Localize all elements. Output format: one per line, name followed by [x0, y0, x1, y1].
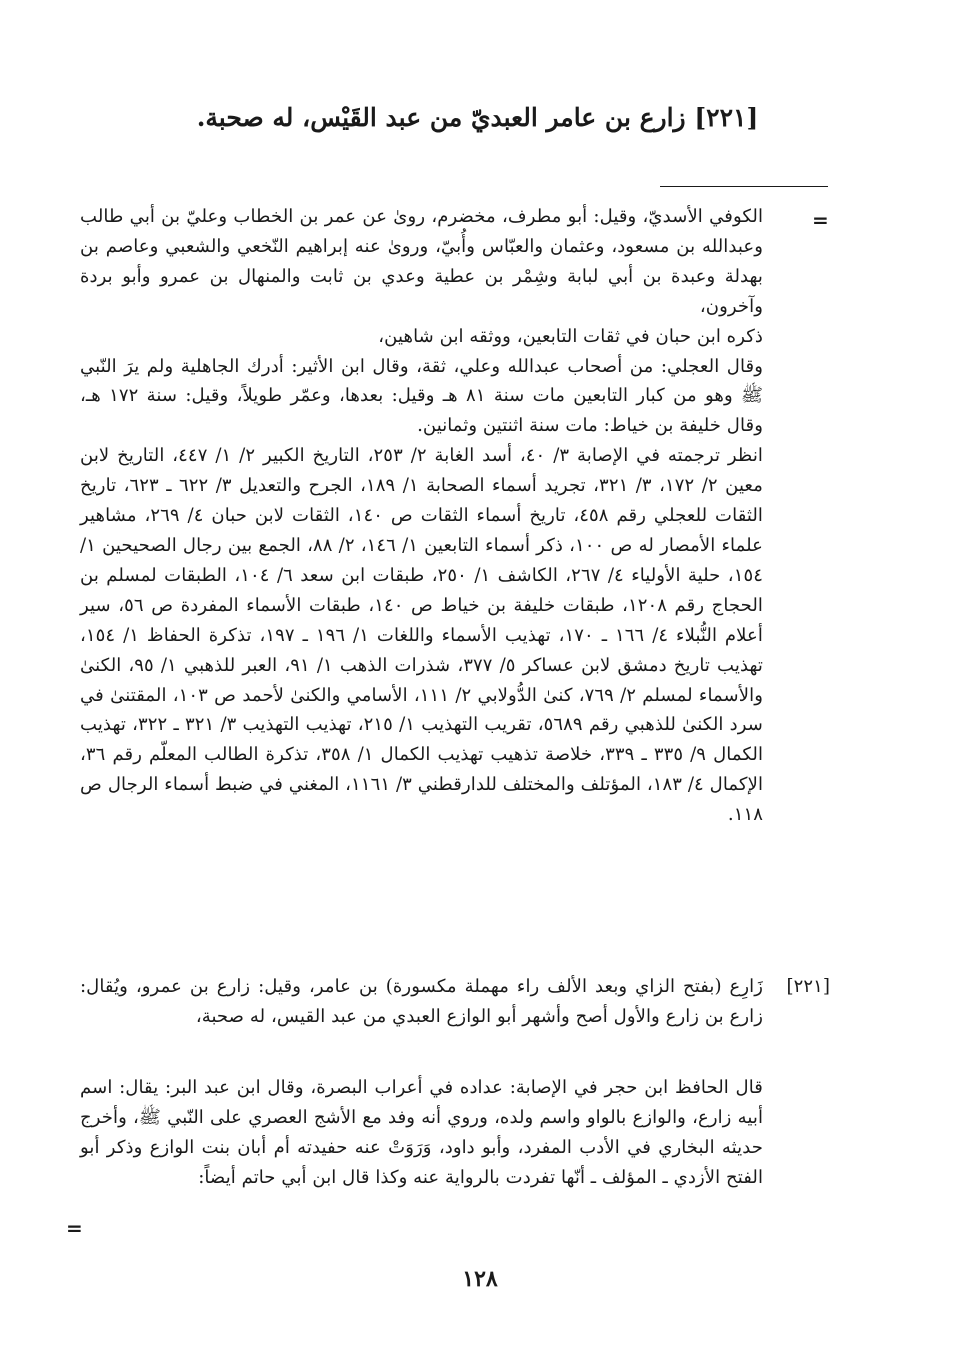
footnote-entry-text — [80, 972, 763, 1032]
footnote-paragraph: الكوفي الأسديّ، وقيل: أبو مطرف، مخضرم، روىٰ عن عمر بن الخطاب وعليّ بن أبي طالب وعبدالله بن مسعود، وعثمان والعبّاس وأُبيّ، وروىٰ عنه إبراهيم النّخعي والشعبي وعاصم بن بهدلة وعبدة بن أبي لبابة وشِمْر بن عطية وعدي بن ثابت والمنهال بن عمرو وأبو بردة وآخرون، — [80, 206, 763, 317]
footnote-continuation-marker-top: = — [812, 208, 829, 232]
footnote-entry-number: [٢٢١] — [786, 976, 830, 997]
footnote-block-bottom — [80, 1073, 763, 1193]
footnote-paragraph: ذكره ابن حبان في ثقات التابعين، ووثقه ابن شاهين، — [378, 325, 763, 347]
footnote-paragraph: وقال العجلي: من أصحاب عبدالله وعلي، ثقة، وقال ابن الأثير: أدرك الجاهلية ولم يرَ النّبي ﷺ وهو من كبار التابعين مات سنة ٨١ هـ وقيل: بعدها، وعمّر طويلاً، وقيل: سنة ١٧٢ هـ، وقال خليفة بن خياط: مات سنة اثنتين وثمانين. — [80, 355, 763, 437]
footnote-block-top — [80, 202, 763, 830]
footnote-separator — [660, 186, 828, 187]
footnote-paragraph: قال الحافظ ابن حجر في الإصابة: عداده في أعراب البصرة، وقال ابن عبد البر: يقال: اسم أبيه زارع، والوازع بالواو واسم ولده، وروي أنه وفد مع الأشج العصري على النّبي ﷺ، وأخرج حديثه البخاري في الأدب المفرد، وأبو داود، وَرَوَتْ عنه حفيدته أم أبان بنت الوازع وذكر أبو الفتح الأزدي ـ المؤلف ـ أنّها تفردت بالرواية عنه وكذا قال ابن أبي حاتم أيضاً: — [80, 1077, 764, 1188]
entry-heading: [٢٢١] زارع بن عامر العبديّ من عبد القَيْس، له صحبة. — [196, 103, 759, 132]
footnote-paragraph: انظر ترجمته في الإصابة ٣/ ٤٠، أسد الغابة ٢/ ٢٥٣، التاريخ الكبير ٢/ ١/ ٤٤٧، التاريخ لابن معين ٢/ ١٧٢، ٣/ ٣٢١، تجريد أسماء الصحابة ١/ ١٨٩، الجرح والتعديل ٣/ ٦٢٢ ـ ٦٢٣، تاريخ الثقات للعجلي رقم ٤٥٨، تاريخ أسماء الثقات ص ١٤٠، الثقات لابن حبان ٤/ ٢٦٩، مشاهير علماء الأمصار له ص ١٠٠، ذكر أسماء التابعين ١/ ١٤٦، ٢/ ٨٨، الجمع بين رجال الصحيحين ١/ ١٥٤، حلية الأولياء ٤/ ٢٦٧، الكاشف ١/ ٢٥٠، طبقات ابن سعد ٦/ ١٠٤، الطبقات لمسلم بن الحجاج رقم ١٢٠٨، طبقات خليفة بن خياط ص ١٤٠، طبقات الأسماء المفردة ص ٥٦، سير أعلام النُّبلاء ٤/ ١٦٦ ـ ١٧٠، تهذيب الأسماء واللغات ١/ ١٩٦ ـ ١٩٧، تذكرة الحفاظ ١/ ١٥٤، تهذيب تاريخ دمشق لابن عساكر ٥/ ٣٧٧، شذرات الذهب ١/ ٩١، العبر للذهبي ١/ ٩٥، الكنىٰ والأسماء لمسلم ٢/ ٧٦٩، كنىٰ الدُّولابي ٢/ ١١١، الأسامي والكنىٰ لأحمد ص ١٠٣، المقتنىٰ في سرد الكنىٰ للذهبي رقم ٥٦٨٩، تقريب التهذيب ١/ ٢١٥، تهذيب التهذيب ٣/ ٣٢١ ـ ٣٢٢، تهذيب الكمال ٩/ ٣٣٥ ـ ٣٣٩، خلاصة تذهيب تهذيب الكمال ١/ ٣٥٨، تذكرة الطالب المعلّم رقم ٣٦، الإكمال ٤/ ١٨٣، المؤتلف والمختلف للدارقطني ٣/ ١١٦١، المغني في ضبط أسماء الرجال ص ١١٨. — [80, 445, 764, 826]
page-number: ١٢٨ — [462, 1266, 498, 1292]
footnote-continuation-marker-bottom: = — [66, 1216, 83, 1240]
footnote-paragraph: زَارِع (بفتح الزاي وبعد الألف راء مهملة مكسورة) بن عامر، وقيل: زارع بن عمرو، ويُقال: زارع بن زارع والأول أصح وأشهر أبو الوازع العبدي من عبد القيس، له صحبة، — [80, 976, 763, 1027]
